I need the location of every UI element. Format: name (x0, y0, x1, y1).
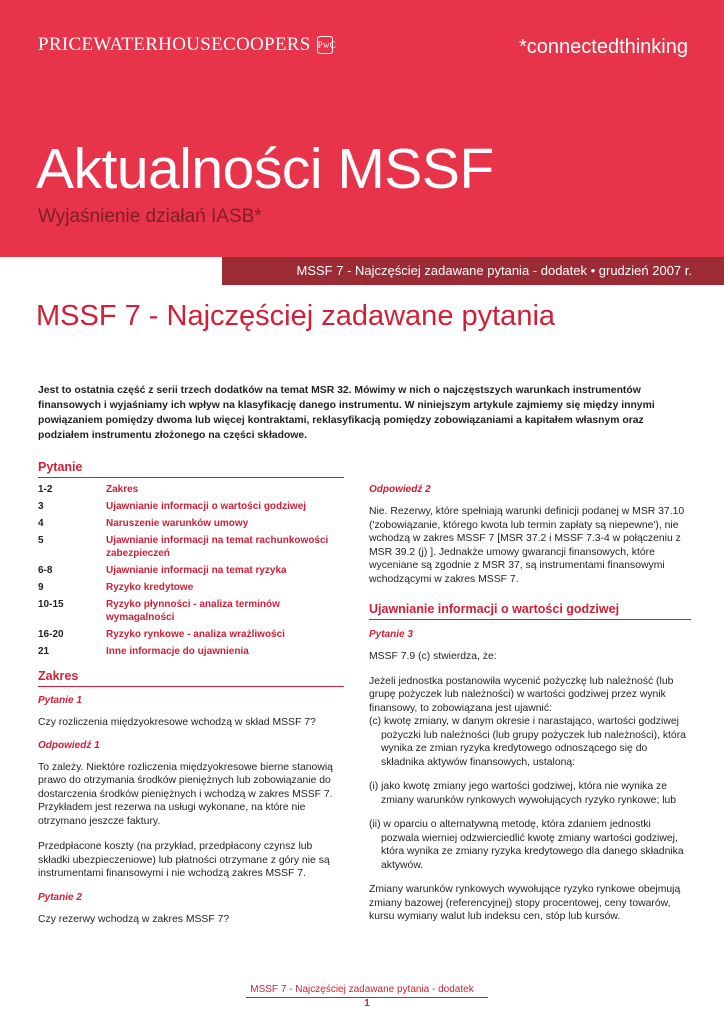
publication-subtitle: Wyjaśnienie działań IASB* (38, 206, 262, 227)
toc-row[interactable] (38, 628, 344, 641)
header-band (0, 0, 724, 257)
toc-row[interactable] (38, 564, 344, 577)
left-column (38, 460, 344, 926)
toc-link[interactable]: Inne informacje do ujawnienia (106, 646, 249, 657)
quote-item-i: (i) jako kwotę zmiany jego wartości godziwej, która nie wynika ze zmiany warunków rynkowych wywołujących ryzyko rynkowe; lub (369, 781, 677, 806)
toc-link[interactable]: Ujawnianie informacji na temat ryzyka (106, 565, 287, 576)
question-2-text: Czy rezerwy wchodzą w zakres MSSF 7? (38, 913, 230, 925)
question-1-text: Czy rozliczenia międzyokresowe wchodzą w skład MSSF 7? (38, 717, 316, 728)
quote-item-ii: (ii) w oparciu o alternatywną metodę, która zdaniem jednostki pozwala wierniej odzwierciedlić kwotę zmiany wartości godziwej, która wynika ze zmiany ryzyka kredytowego dla danego składnika aktywów. (369, 819, 684, 871)
toc-number: 9 (38, 582, 44, 593)
toc-link[interactable]: Ryzyko płynności - analiza terminów wymagalności (106, 599, 280, 623)
answer-1-label: Odpowiedź 1 (38, 739, 100, 751)
answer-1-paragraph: To zależy. Niektóre rozliczenia międzyokresowe bierne stanowią prawo do otrzymania środków pieniężnych lub zobowiązanie do dostarczenia środków pieniężnych i wchodzą w zakres MSSF 7. Przykładem jest rezerwa na usługi wykonane, na które nie otrzymano jeszcze faktury. (38, 761, 333, 827)
company-logo (38, 34, 337, 56)
section-heading-zakres: Zakres (38, 669, 344, 687)
question-1-label: Pytanie 1 (38, 695, 82, 706)
right-column (369, 484, 691, 924)
toc-row[interactable] (38, 517, 344, 530)
logo-mark-icon: PwC (317, 36, 333, 54)
publication-title: Aktualności MSSF (36, 137, 494, 201)
toc-number: 16-20 (38, 629, 64, 640)
question-2-label: Pytanie 2 (38, 891, 82, 903)
toc-link[interactable]: Naruszenie warunków umowy (106, 518, 249, 529)
toc-row[interactable] (38, 581, 344, 594)
toc-number: 1-2 (38, 484, 53, 495)
answer-1-paragraph: Przedpłacone koszty (na przykład, przedpłacony czynsz lub składki ubezpieczeniowe) lub płatności otrzymane z góry nie są instrumentami finansowymi i nie wchodzą zakres MSSF 7. (38, 841, 330, 879)
toc-link[interactable]: Zakres (106, 484, 139, 495)
toc-number: 5 (38, 535, 44, 546)
toc-link[interactable]: Ryzyko rynkowe - analiza wrażliwości (106, 629, 285, 640)
tagline: *connectedthinking (518, 36, 688, 58)
toc-heading: Pytanie (38, 460, 344, 478)
toc-number: 6-8 (38, 565, 53, 576)
toc-row[interactable] (38, 645, 344, 658)
quote-item-c: (c) kwotę zmiany, w danym okresie i narastająco, wartości godziwej pożyczki lub należności (lub grupy pożyczek lub należności), która wynika ze zmian ryzyka kredytowego odnoszącego się do składnika aktywów finansowych, ustaloną: (369, 716, 686, 768)
section-heading-fair-value: Ujawnianie informacji o wartości godziwej (369, 602, 691, 620)
question-3-paragraph: MSSF 7.9 (c) stwierdza, że: (369, 651, 497, 662)
question-3-paragraph: Zmiany warunków rynkowych wywołujące ryzyko rynkowe obejmują zmiany bazowej (referencyjnej) stopy procentowej, ceny towarów, kursu wymiany walut lub indeksu cen, stóp lub kursów. (369, 884, 681, 922)
toc-number: 3 (38, 501, 44, 512)
question-3-paragraph: Jeżeli jednostka postanowiła wycenić pożyczkę lub należność (lub grupę pożyczek lub należności) w wartości godziwej przez wynik finansowy, to zobowiązana jest ujawnić: (369, 675, 674, 714)
document-title: MSSF 7 - Najczęściej zadawane pytania (36, 300, 556, 332)
question-3-label: Pytanie 3 (369, 629, 413, 640)
toc-link[interactable]: Ryzyko kredytowe (106, 582, 194, 593)
toc-link[interactable]: Ujawnianie informacji na temat rachunkowości zabezpieczeń (106, 535, 329, 559)
issue-banner: MSSF 7 - Najczęściej zadawane pytania - dodatek • grudzień 2007 r. (222, 257, 724, 285)
toc-row[interactable] (38, 534, 344, 560)
intro-paragraph: Jest to ostatnia część z serii trzech dodatków na temat MSR 32. Mówimy w nich o najczęstszych warunkach instrumentów finansowych i wyjaśniamy ich wpływ na klasyfikację danego instrumentu. W niniejszym artykule zajmiemy się między innymi powiązaniem pomiędzy dwoma lub więcej kontraktami, reklasyfikacją pomiędzy zobowiązaniami a kapitałem własnym oraz podziałem instrumentu złożonego na części składowe. (38, 385, 655, 441)
toc-row[interactable] (38, 598, 344, 624)
footer-title: MSSF 7 - Najczęściej zadawane pytania - dodatek (250, 984, 474, 995)
toc-link[interactable]: Ujawnianie informacji o wartości godziwej (106, 501, 307, 512)
toc-number: 10-15 (38, 599, 64, 610)
page-number: 1 (364, 998, 370, 1009)
question-index (38, 483, 344, 658)
toc-number: 21 (38, 646, 50, 657)
answer-2-label: Odpowiedź 2 (369, 484, 431, 495)
logo-text: PRICEWATERHOUSECOOPERS (38, 34, 311, 55)
toc-row[interactable] (38, 500, 344, 513)
toc-number: 4 (38, 518, 44, 529)
toc-row[interactable] (38, 483, 344, 496)
answer-2-text: Nie. Rezerwy, które spełniają warunki definicji podanej w MSR 37.10 ('zobowiązanie, którego kwota lub termin zapłaty są niepewne'), nie wchodzą w zakres MSSF 7 [MSR 37.2 i MSSF 7.3-4 w połączeniu z MSR 39.2 (j) ]. Jednakże umowy gwarancji finansowych, które wyceniane są zgodnie z MSR 37, są instrumentami finansowymi wchodzącymi w zakres MSSF 7. (369, 506, 685, 585)
